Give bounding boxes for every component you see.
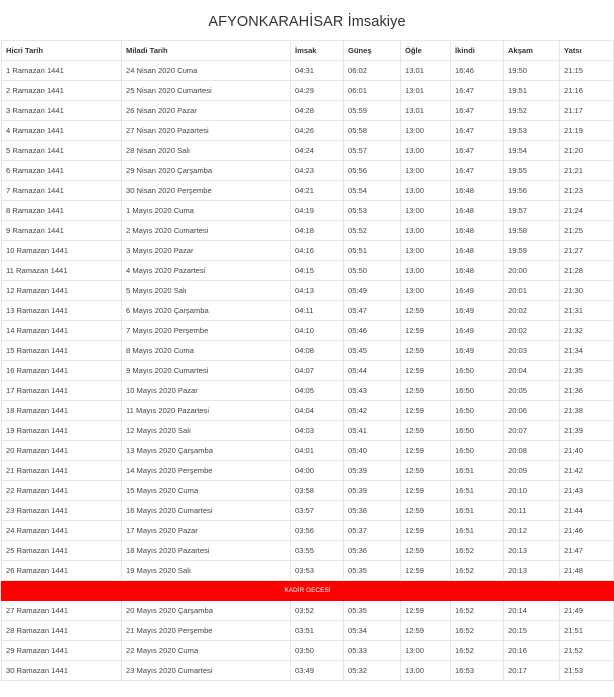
aksam-cell: 19:55 — [504, 161, 560, 181]
table-row — [2, 181, 614, 201]
ogle-cell: 13:00 — [401, 221, 451, 241]
table-row — [2, 261, 614, 281]
aksam-cell: 19:52 — [504, 101, 560, 121]
table-row — [2, 161, 614, 181]
yatsi-cell: 21:42 — [560, 461, 614, 481]
imsak-cell: 04:26 — [291, 121, 344, 141]
column-header-miladi: Miladi Tarih — [122, 41, 291, 61]
ikindi-cell: 16:51 — [451, 501, 504, 521]
imsak-cell: 03:49 — [291, 661, 344, 681]
imsak-cell: 04:28 — [291, 101, 344, 121]
ikindi-cell: 16:48 — [451, 221, 504, 241]
gunes-cell: 05:35 — [344, 601, 401, 621]
miladi-cell: 9 Mayıs 2020 Cumartesi — [122, 361, 291, 381]
ikindi-cell: 16:47 — [451, 121, 504, 141]
yatsi-cell: 21:40 — [560, 441, 614, 461]
miladi-cell: 6 Mayıs 2020 Çarşamba — [122, 301, 291, 321]
aksam-cell: 20:13 — [504, 541, 560, 561]
hicri-cell: 25 Ramazan 1441 — [2, 541, 122, 561]
gunes-cell: 05:44 — [344, 361, 401, 381]
table-row — [2, 281, 614, 301]
miladi-cell: 28 Nisan 2020 Salı — [122, 141, 291, 161]
ogle-cell: 13:00 — [401, 121, 451, 141]
miladi-cell: 22 Mayıs 2020 Cuma — [122, 641, 291, 661]
table-row — [2, 481, 614, 501]
hicri-cell: 20 Ramazan 1441 — [2, 441, 122, 461]
ogle-cell: 13:00 — [401, 141, 451, 161]
ogle-cell: 13:00 — [401, 161, 451, 181]
gunes-cell: 05:58 — [344, 121, 401, 141]
hicri-cell: 27 Ramazan 1441 — [2, 601, 122, 621]
yatsi-cell: 21:20 — [560, 141, 614, 161]
yatsi-cell: 21:47 — [560, 541, 614, 561]
hicri-cell: 17 Ramazan 1441 — [2, 381, 122, 401]
table-row — [2, 601, 614, 621]
gunes-cell: 05:36 — [344, 541, 401, 561]
yatsi-cell: 21:44 — [560, 501, 614, 521]
yatsi-cell: 21:30 — [560, 281, 614, 301]
ogle-cell: 12:59 — [401, 521, 451, 541]
ogle-cell: 12:59 — [401, 341, 451, 361]
yatsi-cell: 21:39 — [560, 421, 614, 441]
aksam-cell: 19:51 — [504, 81, 560, 101]
ikindi-cell: 16:52 — [451, 561, 504, 581]
aksam-cell: 20:02 — [504, 321, 560, 341]
imsak-cell: 04:05 — [291, 381, 344, 401]
yatsi-cell: 21:31 — [560, 301, 614, 321]
miladi-cell: 26 Nisan 2020 Pazar — [122, 101, 291, 121]
miladi-cell: 14 Mayıs 2020 Perşembe — [122, 461, 291, 481]
gunes-cell: 05:32 — [344, 661, 401, 681]
ikindi-cell: 16:49 — [451, 281, 504, 301]
ikindi-cell: 16:51 — [451, 521, 504, 541]
ikindi-cell: 16:47 — [451, 141, 504, 161]
aksam-cell: 20:11 — [504, 501, 560, 521]
table-row — [2, 521, 614, 541]
yatsi-cell: 21:48 — [560, 561, 614, 581]
ogle-cell: 13:01 — [401, 61, 451, 81]
aksam-cell: 20:04 — [504, 361, 560, 381]
miladi-cell: 1 Mayıs 2020 Cuma — [122, 201, 291, 221]
table-row — [2, 81, 614, 101]
special-row-kadir-gecesi — [2, 581, 614, 601]
ogle-cell: 12:59 — [401, 381, 451, 401]
imsak-cell: 04:04 — [291, 401, 344, 421]
ikindi-cell: 16:48 — [451, 241, 504, 261]
gunes-cell: 05:41 — [344, 421, 401, 441]
ikindi-cell: 16:50 — [451, 361, 504, 381]
hicri-cell: 9 Ramazan 1441 — [2, 221, 122, 241]
ogle-cell: 12:59 — [401, 421, 451, 441]
hicri-cell: 13 Ramazan 1441 — [2, 301, 122, 321]
miladi-cell: 16 Mayıs 2020 Cumartesi — [122, 501, 291, 521]
table-row — [2, 301, 614, 321]
column-header-ikindi: İkindi — [451, 41, 504, 61]
ogle-cell: 12:59 — [401, 561, 451, 581]
gunes-cell: 05:51 — [344, 241, 401, 261]
hicri-cell: 6 Ramazan 1441 — [2, 161, 122, 181]
miladi-cell: 25 Nisan 2020 Cumartesi — [122, 81, 291, 101]
table-row — [2, 641, 614, 661]
ogle-cell: 13:00 — [401, 661, 451, 681]
gunes-cell: 05:37 — [344, 521, 401, 541]
imsak-cell: 04:19 — [291, 201, 344, 221]
imsakiye-table — [1, 40, 614, 681]
yatsi-cell: 21:52 — [560, 641, 614, 661]
hicri-cell: 22 Ramazan 1441 — [2, 481, 122, 501]
ogle-cell: 12:59 — [401, 601, 451, 621]
table-row — [2, 201, 614, 221]
ikindi-cell: 16:52 — [451, 621, 504, 641]
aksam-cell: 20:15 — [504, 621, 560, 641]
imsak-cell: 03:55 — [291, 541, 344, 561]
yatsi-cell: 21:46 — [560, 521, 614, 541]
yatsi-cell: 21:34 — [560, 341, 614, 361]
ogle-cell: 12:59 — [401, 481, 451, 501]
hicri-cell: 4 Ramazan 1441 — [2, 121, 122, 141]
ikindi-cell: 16:53 — [451, 661, 504, 681]
aksam-cell: 20:10 — [504, 481, 560, 501]
aksam-cell: 20:02 — [504, 301, 560, 321]
yatsi-cell: 21:53 — [560, 661, 614, 681]
aksam-cell: 20:03 — [504, 341, 560, 361]
column-header-aksam: Akşam — [504, 41, 560, 61]
imsak-cell: 04:08 — [291, 341, 344, 361]
yatsi-cell: 21:32 — [560, 321, 614, 341]
column-header-gunes: Güneş — [344, 41, 401, 61]
gunes-cell: 05:56 — [344, 161, 401, 181]
ikindi-cell: 16:50 — [451, 441, 504, 461]
yatsi-cell: 21:21 — [560, 161, 614, 181]
miladi-cell: 4 Mayıs 2020 Pazartesi — [122, 261, 291, 281]
ogle-cell: 12:59 — [401, 501, 451, 521]
imsak-cell: 04:29 — [291, 81, 344, 101]
miladi-cell: 21 Mayıs 2020 Perşembe — [122, 621, 291, 641]
imsak-cell: 04:11 — [291, 301, 344, 321]
hicri-cell: 1 Ramazan 1441 — [2, 61, 122, 81]
hicri-cell: 8 Ramazan 1441 — [2, 201, 122, 221]
ogle-cell: 12:59 — [401, 441, 451, 461]
ikindi-cell: 16:51 — [451, 461, 504, 481]
gunes-cell: 05:43 — [344, 381, 401, 401]
aksam-cell: 20:00 — [504, 261, 560, 281]
aksam-cell: 20:08 — [504, 441, 560, 461]
yatsi-cell: 21:51 — [560, 621, 614, 641]
yatsi-cell: 21:35 — [560, 361, 614, 381]
aksam-cell: 19:57 — [504, 201, 560, 221]
aksam-cell: 20:06 — [504, 401, 560, 421]
imsak-cell: 04:10 — [291, 321, 344, 341]
miladi-cell: 15 Mayıs 2020 Cuma — [122, 481, 291, 501]
ogle-cell: 13:01 — [401, 81, 451, 101]
table-row — [2, 541, 614, 561]
miladi-cell: 13 Mayıs 2020 Çarşamba — [122, 441, 291, 461]
table-row — [2, 461, 614, 481]
ogle-cell: 12:59 — [401, 401, 451, 421]
hicri-cell: 11 Ramazan 1441 — [2, 261, 122, 281]
aksam-cell: 20:09 — [504, 461, 560, 481]
ogle-cell: 12:59 — [401, 621, 451, 641]
hicri-cell: 16 Ramazan 1441 — [2, 361, 122, 381]
miladi-cell: 5 Mayıs 2020 Salı — [122, 281, 291, 301]
gunes-cell: 05:59 — [344, 101, 401, 121]
miladi-cell: 18 Mayıs 2020 Pazartesi — [122, 541, 291, 561]
table-row — [2, 441, 614, 461]
gunes-cell: 06:01 — [344, 81, 401, 101]
yatsi-cell: 21:17 — [560, 101, 614, 121]
aksam-cell: 20:16 — [504, 641, 560, 661]
column-header-ogle: Öğle — [401, 41, 451, 61]
yatsi-cell: 21:38 — [560, 401, 614, 421]
miladi-cell: 29 Nisan 2020 Çarşamba — [122, 161, 291, 181]
hicri-cell: 12 Ramazan 1441 — [2, 281, 122, 301]
table-row — [2, 341, 614, 361]
gunes-cell: 05:34 — [344, 621, 401, 641]
miladi-cell: 2 Mayıs 2020 Cumartesi — [122, 221, 291, 241]
page-title: AFYONKARAHİSAR İmsakiye — [208, 14, 406, 30]
gunes-cell: 05:49 — [344, 281, 401, 301]
gunes-cell: 05:42 — [344, 401, 401, 421]
hicri-cell: 5 Ramazan 1441 — [2, 141, 122, 161]
yatsi-cell: 21:27 — [560, 241, 614, 261]
aksam-cell: 19:53 — [504, 121, 560, 141]
imsak-cell: 04:01 — [291, 441, 344, 461]
imsak-cell: 04:23 — [291, 161, 344, 181]
gunes-cell: 05:50 — [344, 261, 401, 281]
imsak-cell: 03:57 — [291, 501, 344, 521]
imsak-cell: 04:15 — [291, 261, 344, 281]
imsak-cell: 03:53 — [291, 561, 344, 581]
miladi-cell: 19 Mayıs 2020 Salı — [122, 561, 291, 581]
gunes-cell: 05:40 — [344, 441, 401, 461]
yatsi-cell: 21:16 — [560, 81, 614, 101]
hicri-cell: 14 Ramazan 1441 — [2, 321, 122, 341]
imsak-cell: 04:21 — [291, 181, 344, 201]
gunes-cell: 05:35 — [344, 561, 401, 581]
table-row — [2, 101, 614, 121]
yatsi-cell: 21:24 — [560, 201, 614, 221]
table-row — [2, 561, 614, 581]
table-row — [2, 621, 614, 641]
ikindi-cell: 16:52 — [451, 601, 504, 621]
imsak-cell: 03:56 — [291, 521, 344, 541]
ogle-cell: 12:59 — [401, 301, 451, 321]
gunes-cell: 05:47 — [344, 301, 401, 321]
ikindi-cell: 16:47 — [451, 81, 504, 101]
gunes-cell: 05:38 — [344, 501, 401, 521]
table-row — [2, 401, 614, 421]
miladi-cell: 3 Mayıs 2020 Pazar — [122, 241, 291, 261]
aksam-cell: 20:14 — [504, 601, 560, 621]
miladi-cell: 27 Nisan 2020 Pazartesi — [122, 121, 291, 141]
imsak-cell: 03:50 — [291, 641, 344, 661]
aksam-cell: 20:17 — [504, 661, 560, 681]
ogle-cell: 13:00 — [401, 641, 451, 661]
ikindi-cell: 16:47 — [451, 161, 504, 181]
table-row — [2, 241, 614, 261]
aksam-cell: 20:13 — [504, 561, 560, 581]
ogle-cell: 12:59 — [401, 321, 451, 341]
ogle-cell: 12:59 — [401, 461, 451, 481]
ikindi-cell: 16:49 — [451, 301, 504, 321]
ogle-cell: 13:00 — [401, 201, 451, 221]
imsak-cell: 03:58 — [291, 481, 344, 501]
aksam-cell: 19:50 — [504, 61, 560, 81]
hicri-cell: 7 Ramazan 1441 — [2, 181, 122, 201]
miladi-cell: 30 Nisan 2020 Perşembe — [122, 181, 291, 201]
imsak-cell: 04:00 — [291, 461, 344, 481]
hicri-cell: 18 Ramazan 1441 — [2, 401, 122, 421]
yatsi-cell: 21:49 — [560, 601, 614, 621]
ikindi-cell: 16:48 — [451, 261, 504, 281]
ogle-cell: 12:59 — [401, 541, 451, 561]
gunes-cell: 05:52 — [344, 221, 401, 241]
aksam-cell: 20:12 — [504, 521, 560, 541]
ikindi-cell: 16:49 — [451, 341, 504, 361]
imsak-cell: 04:03 — [291, 421, 344, 441]
hicri-cell: 23 Ramazan 1441 — [2, 501, 122, 521]
table-row — [2, 121, 614, 141]
gunes-cell: 05:33 — [344, 641, 401, 661]
ikindi-cell: 16:48 — [451, 181, 504, 201]
column-header-imsak: İmsak — [291, 41, 344, 61]
ikindi-cell: 16:47 — [451, 101, 504, 121]
gunes-cell: 06:02 — [344, 61, 401, 81]
hicri-cell: 19 Ramazan 1441 — [2, 421, 122, 441]
gunes-cell: 05:45 — [344, 341, 401, 361]
hicri-cell: 10 Ramazan 1441 — [2, 241, 122, 261]
yatsi-cell: 21:15 — [560, 61, 614, 81]
ikindi-cell: 16:52 — [451, 641, 504, 661]
miladi-cell: 7 Mayıs 2020 Perşembe — [122, 321, 291, 341]
ogle-cell: 13:00 — [401, 261, 451, 281]
hicri-cell: 2 Ramazan 1441 — [2, 81, 122, 101]
hicri-cell: 29 Ramazan 1441 — [2, 641, 122, 661]
table-row — [2, 381, 614, 401]
hicri-cell: 21 Ramazan 1441 — [2, 461, 122, 481]
gunes-cell: 05:39 — [344, 461, 401, 481]
ikindi-cell: 16:50 — [451, 421, 504, 441]
miladi-cell: 24 Nisan 2020 Cuma — [122, 61, 291, 81]
aksam-cell: 19:59 — [504, 241, 560, 261]
ogle-cell: 13:00 — [401, 241, 451, 261]
yatsi-cell: 21:36 — [560, 381, 614, 401]
gunes-cell: 05:46 — [344, 321, 401, 341]
ikindi-cell: 16:49 — [451, 321, 504, 341]
ogle-cell: 13:01 — [401, 101, 451, 121]
ikindi-cell: 16:50 — [451, 381, 504, 401]
table-row — [2, 321, 614, 341]
ogle-cell: 12:59 — [401, 361, 451, 381]
table-row — [2, 421, 614, 441]
gunes-cell: 05:53 — [344, 201, 401, 221]
gunes-cell: 05:39 — [344, 481, 401, 501]
ikindi-cell: 16:48 — [451, 201, 504, 221]
gunes-cell: 05:54 — [344, 181, 401, 201]
yatsi-cell: 21:43 — [560, 481, 614, 501]
special-row-label: KADİR GECESİ — [2, 581, 614, 601]
yatsi-cell: 21:19 — [560, 121, 614, 141]
aksam-cell: 19:58 — [504, 221, 560, 241]
yatsi-cell: 21:25 — [560, 221, 614, 241]
aksam-cell: 20:01 — [504, 281, 560, 301]
imsak-cell: 04:31 — [291, 61, 344, 81]
aksam-cell: 19:54 — [504, 141, 560, 161]
imsak-cell: 03:52 — [291, 601, 344, 621]
table-body — [2, 61, 614, 681]
hicri-cell: 28 Ramazan 1441 — [2, 621, 122, 641]
ikindi-cell: 16:50 — [451, 401, 504, 421]
miladi-cell: 23 Mayıs 2020 Cumartesi — [122, 661, 291, 681]
imsak-cell: 04:24 — [291, 141, 344, 161]
miladi-cell: 12 Mayıs 2020 Salı — [122, 421, 291, 441]
ogle-cell: 13:00 — [401, 181, 451, 201]
table-row — [2, 61, 614, 81]
hicri-cell: 15 Ramazan 1441 — [2, 341, 122, 361]
aksam-cell: 20:07 — [504, 421, 560, 441]
table-row — [2, 501, 614, 521]
hicri-cell: 24 Ramazan 1441 — [2, 521, 122, 541]
table-row — [2, 141, 614, 161]
imsak-cell: 03:51 — [291, 621, 344, 641]
miladi-cell: 17 Mayıs 2020 Pazar — [122, 521, 291, 541]
gunes-cell: 05:57 — [344, 141, 401, 161]
imsak-cell: 04:18 — [291, 221, 344, 241]
miladi-cell: 10 Mayıs 2020 Pazar — [122, 381, 291, 401]
table-row — [2, 221, 614, 241]
yatsi-cell: 21:28 — [560, 261, 614, 281]
miladi-cell: 20 Mayıs 2020 Çarşamba — [122, 601, 291, 621]
table-row — [2, 361, 614, 381]
imsak-cell: 04:07 — [291, 361, 344, 381]
column-header-hicri: Hicri Tarih — [2, 41, 122, 61]
miladi-cell: 11 Mayıs 2020 Pazartesi — [122, 401, 291, 421]
hicri-cell: 30 Ramazan 1441 — [2, 661, 122, 681]
ikindi-cell: 16:52 — [451, 541, 504, 561]
aksam-cell: 19:56 — [504, 181, 560, 201]
column-header-yatsi: Yatsı — [560, 41, 614, 61]
ogle-cell: 13:00 — [401, 281, 451, 301]
ikindi-cell: 16:46 — [451, 61, 504, 81]
table-row — [2, 661, 614, 681]
imsak-cell: 04:16 — [291, 241, 344, 261]
yatsi-cell: 21:23 — [560, 181, 614, 201]
ikindi-cell: 16:51 — [451, 481, 504, 501]
hicri-cell: 26 Ramazan 1441 — [2, 561, 122, 581]
miladi-cell: 8 Mayıs 2020 Cuma — [122, 341, 291, 361]
table-header-row — [2, 41, 614, 61]
hicri-cell: 3 Ramazan 1441 — [2, 101, 122, 121]
imsak-cell: 04:13 — [291, 281, 344, 301]
aksam-cell: 20:05 — [504, 381, 560, 401]
